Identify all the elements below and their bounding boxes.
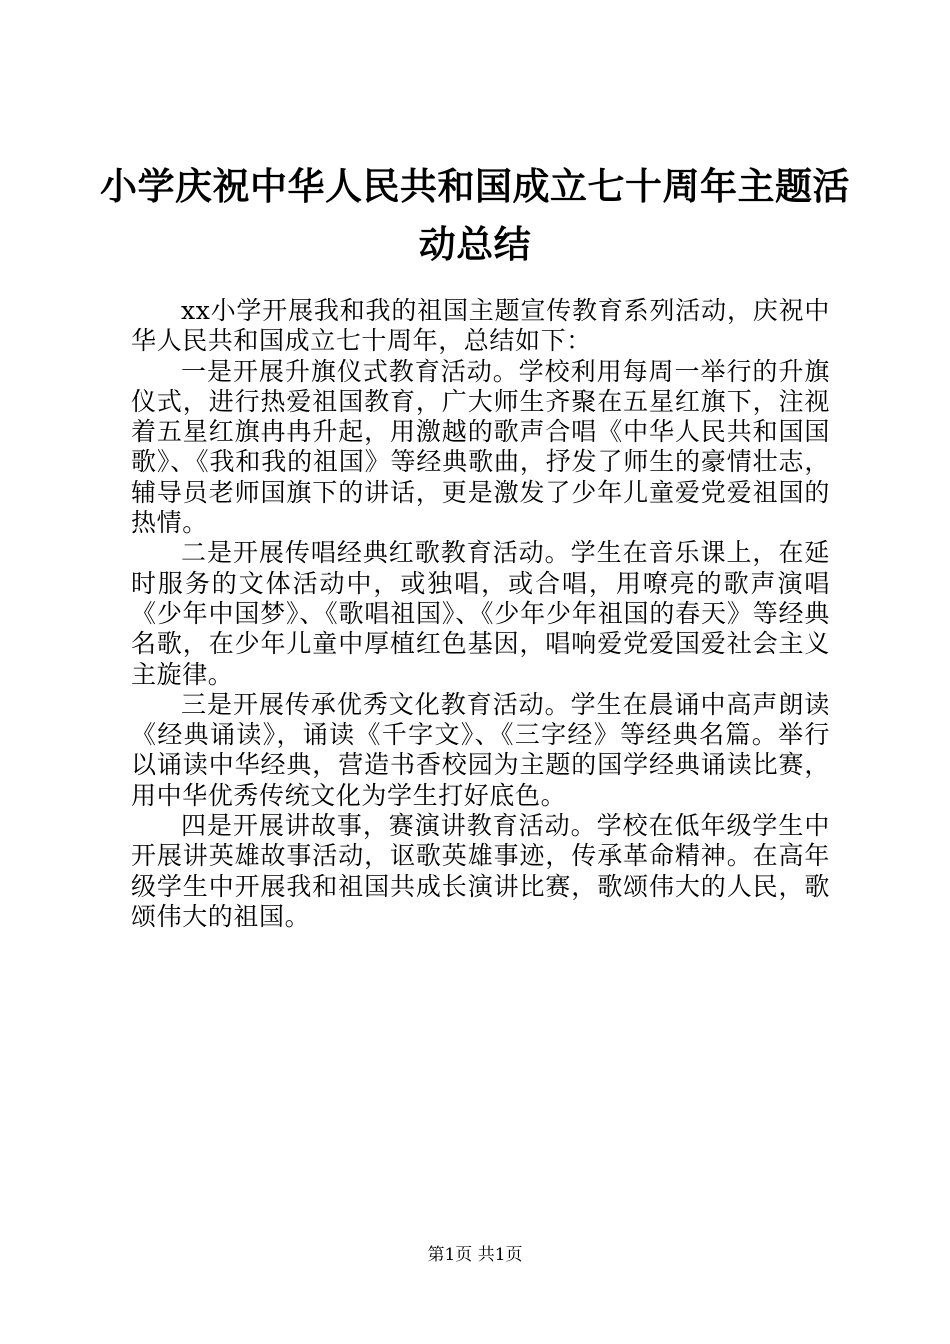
paragraph-classic-culture: 三是开展传承优秀文化教育活动。学生在晨诵中高声朗读《经典诵读》，诵读《千字文》、《三字经》等经典名篇。举行以诵读中华经典，营造书香校园为主题的国学经典诵读比赛，用中华优秀传统文化为学生打好底色。 <box>131 689 830 810</box>
title-line-1: 小学庆祝中华人民共和国成立七十周年主题活 <box>100 165 850 208</box>
document-title <box>100 158 850 274</box>
page-footer: 第1页 共1页 <box>427 1245 523 1265</box>
paragraph-flag-ceremony: 一是开展升旗仪式教育活动。学校利用每周一举行的升旗仪式，进行热爱祖国教育，广大师生齐聚在五星红旗下，注视着五星红旗冉冉升起，用激越的歌声合唱《中华人民共和国国歌》、《我和我的祖国》等经典歌曲，抒发了师生的豪情壮志，辅导员老师国旗下的讲话，更是激发了少年儿童爱党爱祖国的热情。 <box>131 356 830 538</box>
paragraph-red-songs: 二是开展传唱经典红歌教育活动。学生在音乐课上，在延时服务的文体活动中，或独唱，或合唱，用嘹亮的歌声演唱《少年中国梦》、《歌唱祖国》、《少年少年祖国的春天》等经典名歌，在少年儿童中厚植红色基因，唱响爱党爱国爱社会主义主旋律。 <box>131 538 830 689</box>
paragraph-intro: xx小学开展我和我的祖国主题宣传教育系列活动，庆祝中华人民共和国成立七十周年，总结如下： <box>131 296 830 356</box>
document-body <box>131 296 830 932</box>
paragraph-storytelling: 四是开展讲故事，赛演讲教育活动。学校在低年级学生中开展讲英雄故事活动，讴歌英雄事迹，传承革命精神。在高年级学生中开展我和祖国共成长演讲比赛，歌颂伟大的人民，歌颂伟大的祖国。 <box>131 811 830 931</box>
title-line-2: 动总结 <box>418 223 532 266</box>
